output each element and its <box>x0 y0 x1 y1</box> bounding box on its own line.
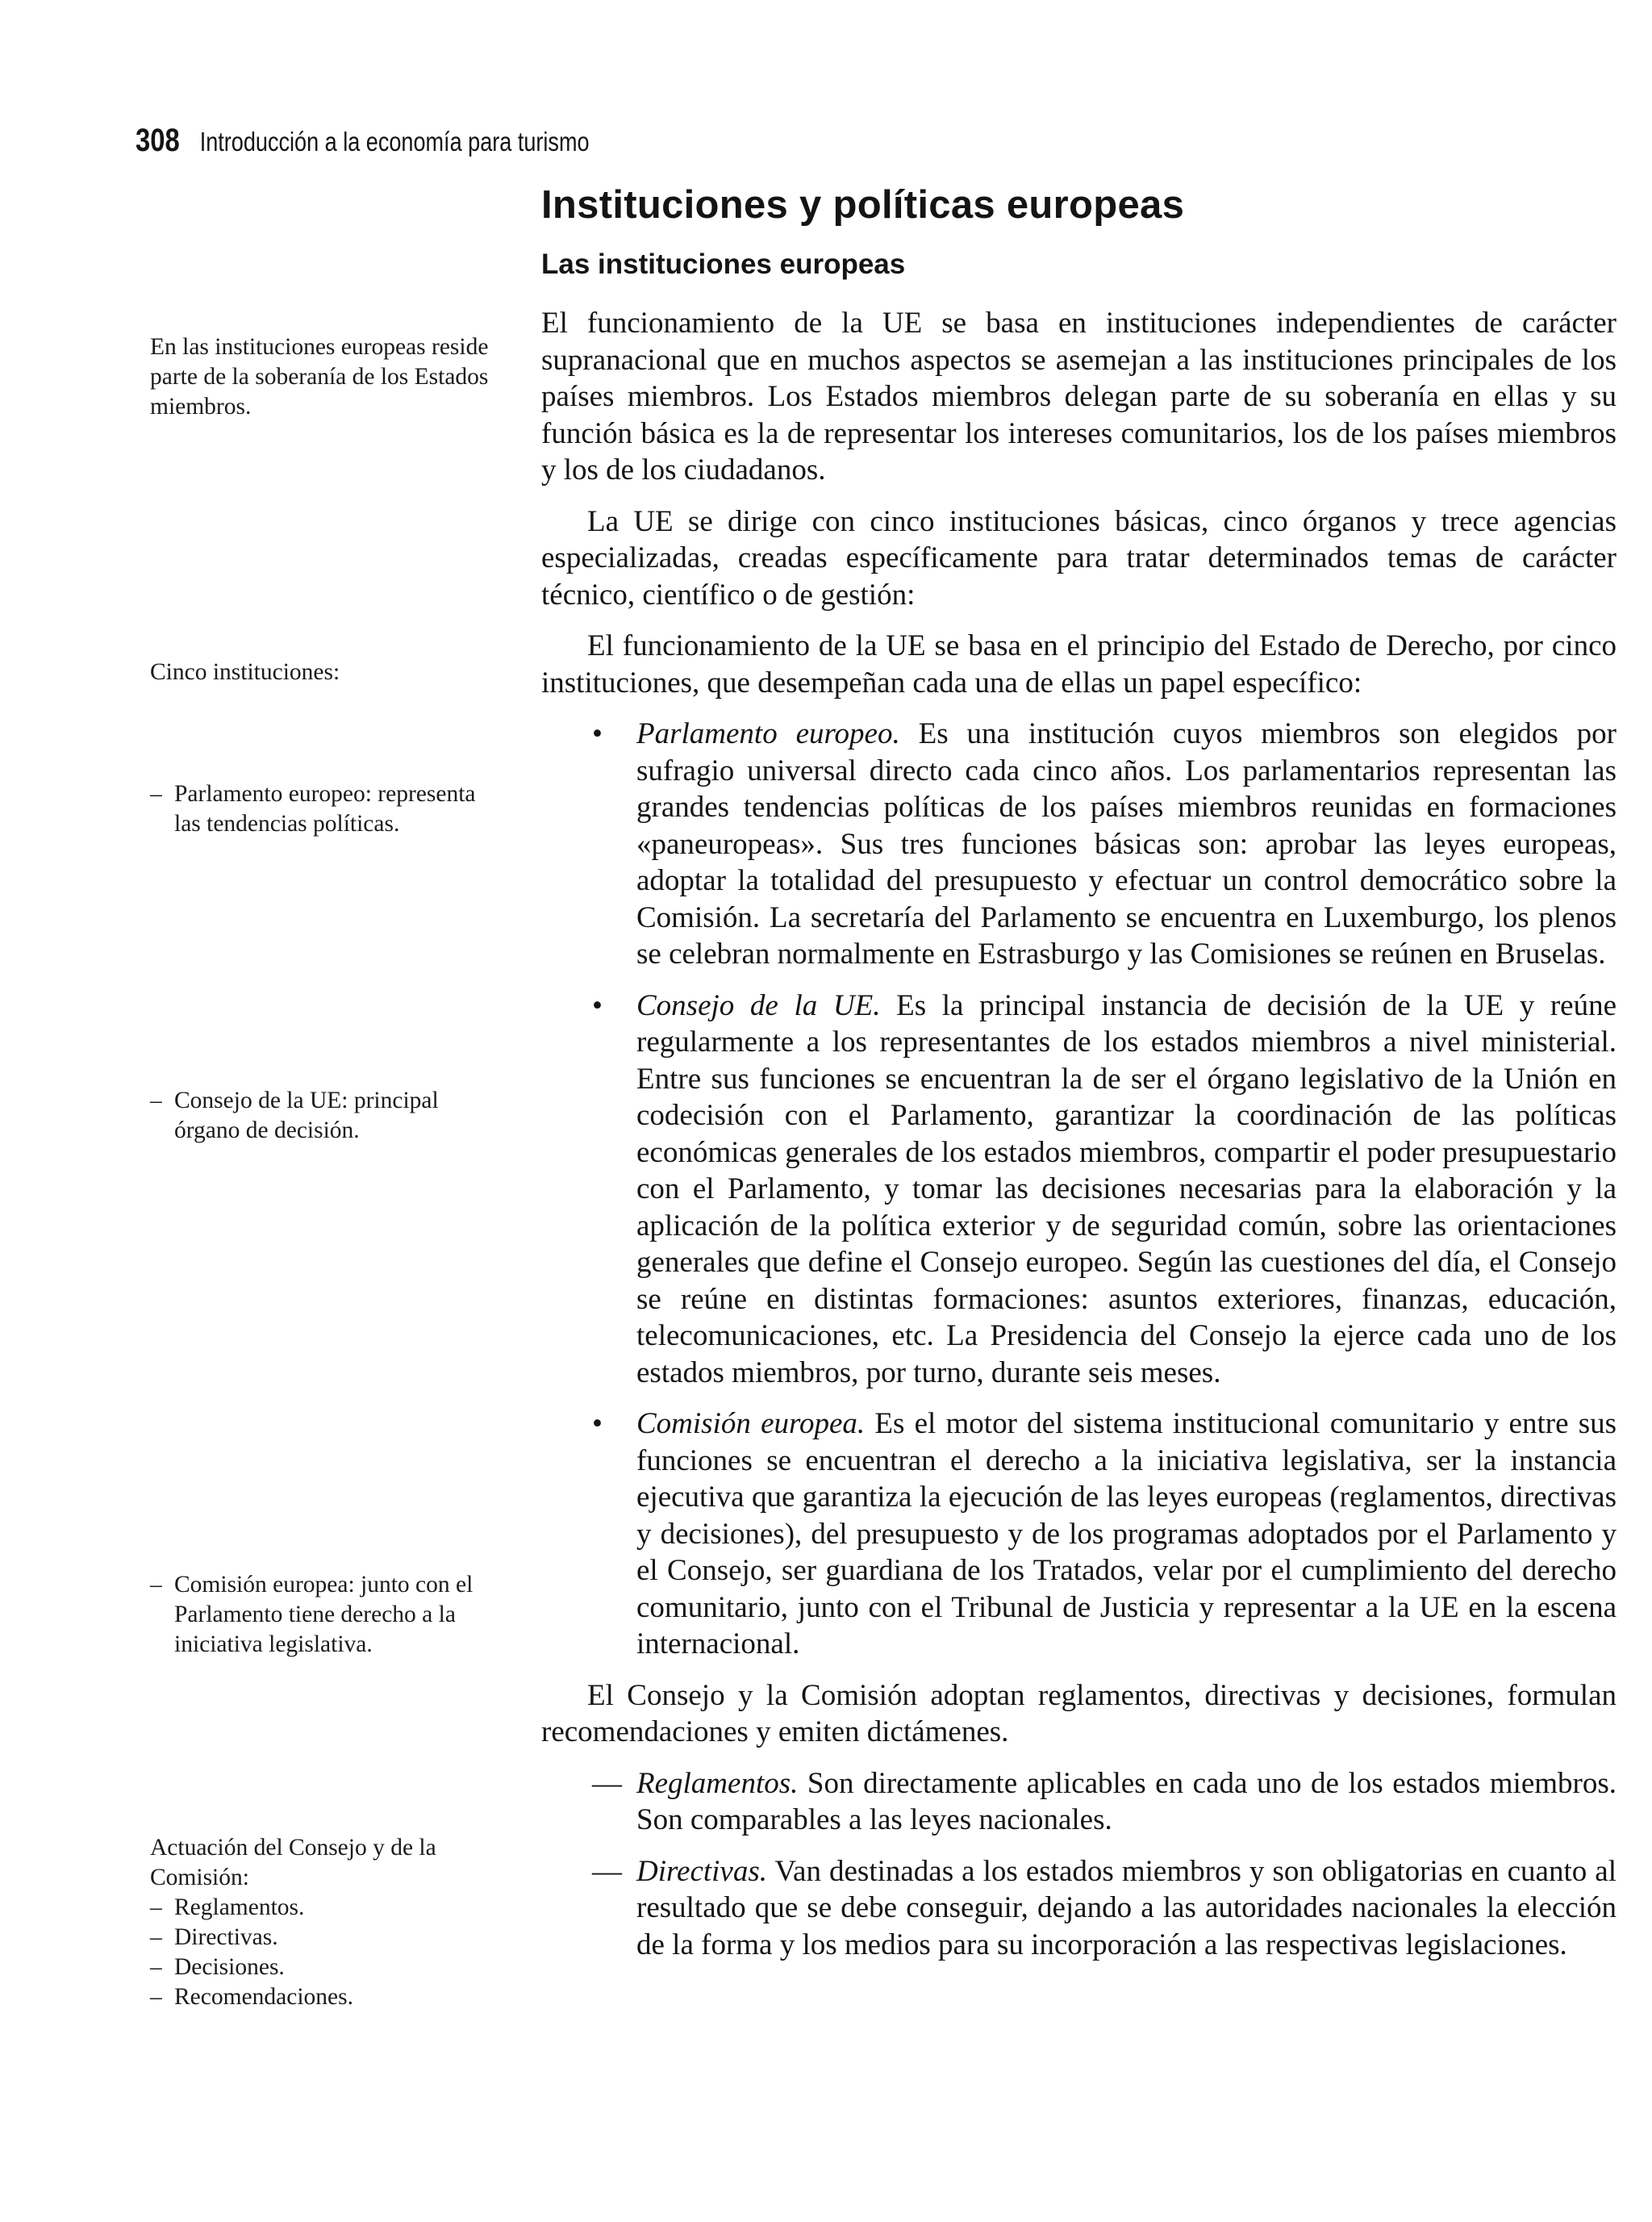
paragraph: La UE se dirige con cinco instituciones básicas, cinco órganos y trece agencias especializadas, creadas específicamente para tratar determinados temas de carácter técnico, científico o de gestión: <box>541 504 1617 612</box>
margin-note-actuacion-heading: Actuación del Consejo y de la Comisión: <box>150 1835 436 1890</box>
list-item-text: Es el motor del sistema institucional comunitario y entre sus funciones se encuentran el derecho a la iniciativa legislativa, ser la instancia ejecutiva que garantiza la ejecución de las leyes europeas (reglamentos, directivas y decisiones), del presupuesto y de los programas adoptados por el Parlamento y el Consejo, ser guardiana de los Tratados, velar por el cumplimiento del derecho comunitario, junto con el Tribunal de Justicia y representar a la UE en la escena internacional. <box>636 1407 1617 1660</box>
margin-note-actuacion-item: – Decisiones. <box>150 1953 497 1982</box>
list-item-text: Son directamente aplicables en cada uno de los estados miembros. Son comparables a las leyes nacionales. <box>636 1766 1617 1836</box>
margin-note-actuacion-item: – Reglamentos. <box>150 1893 497 1923</box>
section-subtitle: Las instituciones europeas <box>541 249 906 280</box>
book-title: Introducción a la economía para turismo <box>199 127 590 157</box>
page-number: 308 <box>136 123 180 158</box>
list-item <box>541 716 1617 973</box>
list-item <box>541 1405 1617 1663</box>
list-item-term: Comisión europea. <box>636 1407 866 1440</box>
margin-note-cinco-instituciones: Cinco instituciones: <box>150 659 340 685</box>
margin-note-actuacion-list <box>150 1893 497 2012</box>
paragraph: El funcionamiento de la UE se basa en instituciones independientes de carácter supranacional que en muchos aspectos se asemejan a las instituciones principales de los países miembros. Los Estados miembros delegan parte de su soberanía en ellas y su función básica es la de representar los intereses comunitarios, los de los países miembros y los de los ciudadanos. <box>541 307 1617 487</box>
running-head <box>136 123 590 159</box>
list-item-term: Parlamento europeo. <box>636 717 900 750</box>
main-text <box>541 305 1617 1978</box>
margin-note-actuacion <box>150 1833 497 2012</box>
list-item-term: Reglamentos. <box>636 1766 799 1800</box>
list-item <box>541 1765 1617 1839</box>
paragraph: El Consejo y la Comisión adoptan reglamentos, directivas y decisiones, formulan recomendaciones y emiten dictámenes. <box>541 1678 1617 1748</box>
margin-note-soberania: En las instituciones europeas reside parte de la soberanía de los Estados miembros. <box>150 334 489 420</box>
list-item-text: Van destinadas a los estados miembros y son obligatorias en cuanto al resultado que se debe conseguir, dejando a las autoridades nacionales la elección de la forma y los medios para su incorporación a las respectivas legislaciones. <box>636 1854 1617 1961</box>
margin-note-consejo: – Consejo de la UE: principal órgano de decisión. <box>150 1086 505 1146</box>
paragraph: El funcionamiento de la UE se basa en el principio del Estado de Derecho, por cinco instituciones, que desempeñan cada una de ellas un papel específico: <box>541 629 1617 700</box>
margin-note-actuacion-item: – Directivas. <box>150 1923 497 1953</box>
acts-list <box>541 1765 1617 1964</box>
margin-note-actuacion-item: – Recomendaciones. <box>150 1982 497 2012</box>
section-title: Instituciones y políticas europeas <box>541 183 1185 227</box>
list-item-term: Consejo de la UE. <box>636 988 881 1022</box>
list-item <box>541 988 1617 1392</box>
institutions-list <box>541 716 1617 1663</box>
list-item-text: Es la principal instancia de decisión de la UE y reúne regularmente a los representantes de los estados miembros a nivel ministerial. Entre sus funciones se encuentran la de ser el órgano legislativo de la Unión en codecisión con el Parlamento, garantizar la coordinación de las políticas económicas generales de los estados miembros, compartir el poder presupuestario con el Parlamento, y tomar las decisiones necesarias para la elaboración y la aplicación de la política exterior y de seguridad común, sobre las orientaciones generales que define el Consejo europeo. Según las cuestiones del día, el Consejo se reúne en distintas formaciones: asuntos exteriores, finanzas, educación, telecomunicaciones, etc. La Presidencia del Consejo la ejerce cada uno de los estados miembros, por turno, durante seis meses. <box>636 988 1617 1389</box>
list-item-text: Es una institución cuyos miembros son elegidos por sufragio universal directo cada cinco años. Los parlamentarios representan las grandes tendencias políticas de los países miembros reunidas en formaciones «paneuropeas». Sus tres funciones básicas son: aprobar las leyes europeas, adoptar la totalidad del presupuesto y efectuar un control democrático sobre la Comisión. La secretaría del Parlamento se encuentra en Luxemburgo, los plenos se celebran normalmente en Estrasburgo y las Comisiones se reúnen en Bruselas. <box>636 717 1617 971</box>
list-item-term: Directivas. <box>636 1854 768 1888</box>
margin-note-comision: – Comisión europea: junto con el Parlamento tiene derecho a la iniciativa legislativa. <box>150 1570 505 1660</box>
list-item <box>541 1853 1617 1964</box>
margin-note-parlamento: – Parlamento europeo: representa las tendencias políticas. <box>150 779 505 839</box>
